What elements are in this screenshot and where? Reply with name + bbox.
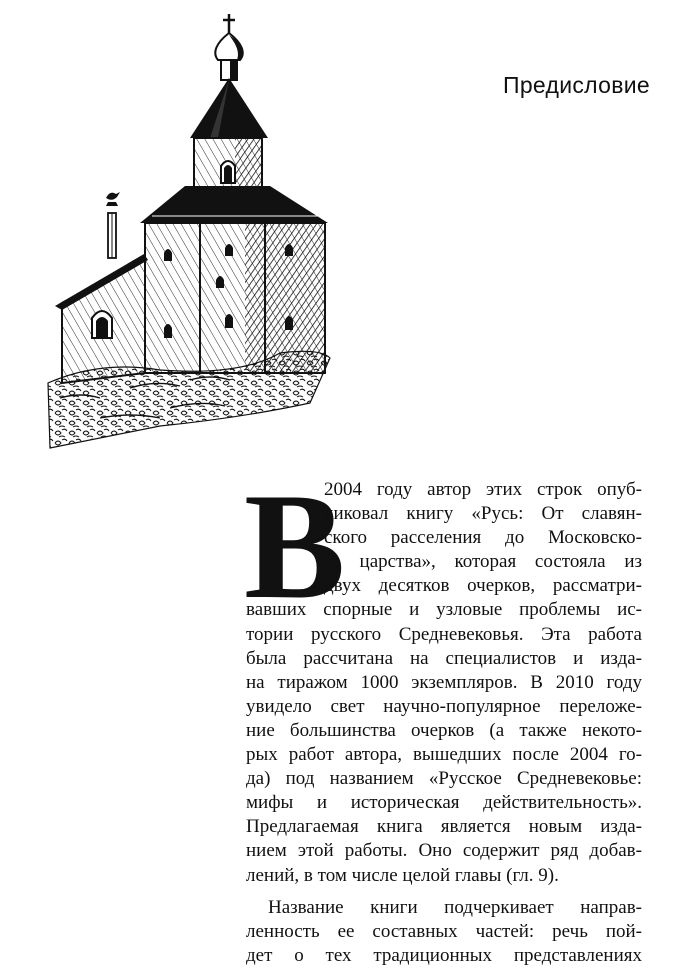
text-line: на тиражом 1000 экземпляров. В 2010 году — [246, 671, 642, 693]
text-line: ние большинства очерков (а также некото- — [246, 719, 642, 741]
text-line: лений, в том числе целой главы (гл. 9). — [246, 864, 559, 886]
text-line: ликовал книгу «Русь: От славян- — [324, 503, 642, 525]
text-line: ского расселения до Московско- — [324, 527, 642, 549]
text-line: двух десятков очерков, рассматри- — [324, 575, 642, 597]
chapter-title: Предисловие — [502, 72, 650, 98]
text-line: мифы и историческая действительность». — [246, 792, 642, 814]
text-line: рых работ автора, вышедших после 2004 го- — [246, 744, 642, 766]
text-line: нием этой работы. Оно содержит ряд добав- — [246, 840, 642, 862]
text-line: вавших спорные и узловые проблемы ис- — [246, 599, 642, 621]
text-line: тории русского Средневековья. Эта работа — [246, 623, 642, 645]
text-line: дет о тех традиционных представлениях — [246, 944, 642, 966]
text-line: Предлагаемая книга является новым изда- — [246, 816, 642, 838]
drop-cap: В — [244, 462, 346, 630]
text-line: ленность ее составных частей: речь пой- — [246, 920, 642, 942]
text-line: Название книги подчеркивает направ- — [268, 896, 642, 918]
cross-icon — [223, 14, 235, 34]
church-illustration — [40, 8, 340, 453]
text-line: го царства», которая состояла из — [324, 551, 642, 573]
text-line: 2004 году автор этих строк опуб- — [324, 479, 642, 500]
text-line: была рассчитана на специалистов и изда- — [246, 647, 642, 669]
text-line: увидело свет научно-популярное переложе- — [246, 695, 642, 717]
body-text — [246, 478, 642, 968]
text-line: да) под названием «Русское Средневековье: — [246, 768, 642, 790]
